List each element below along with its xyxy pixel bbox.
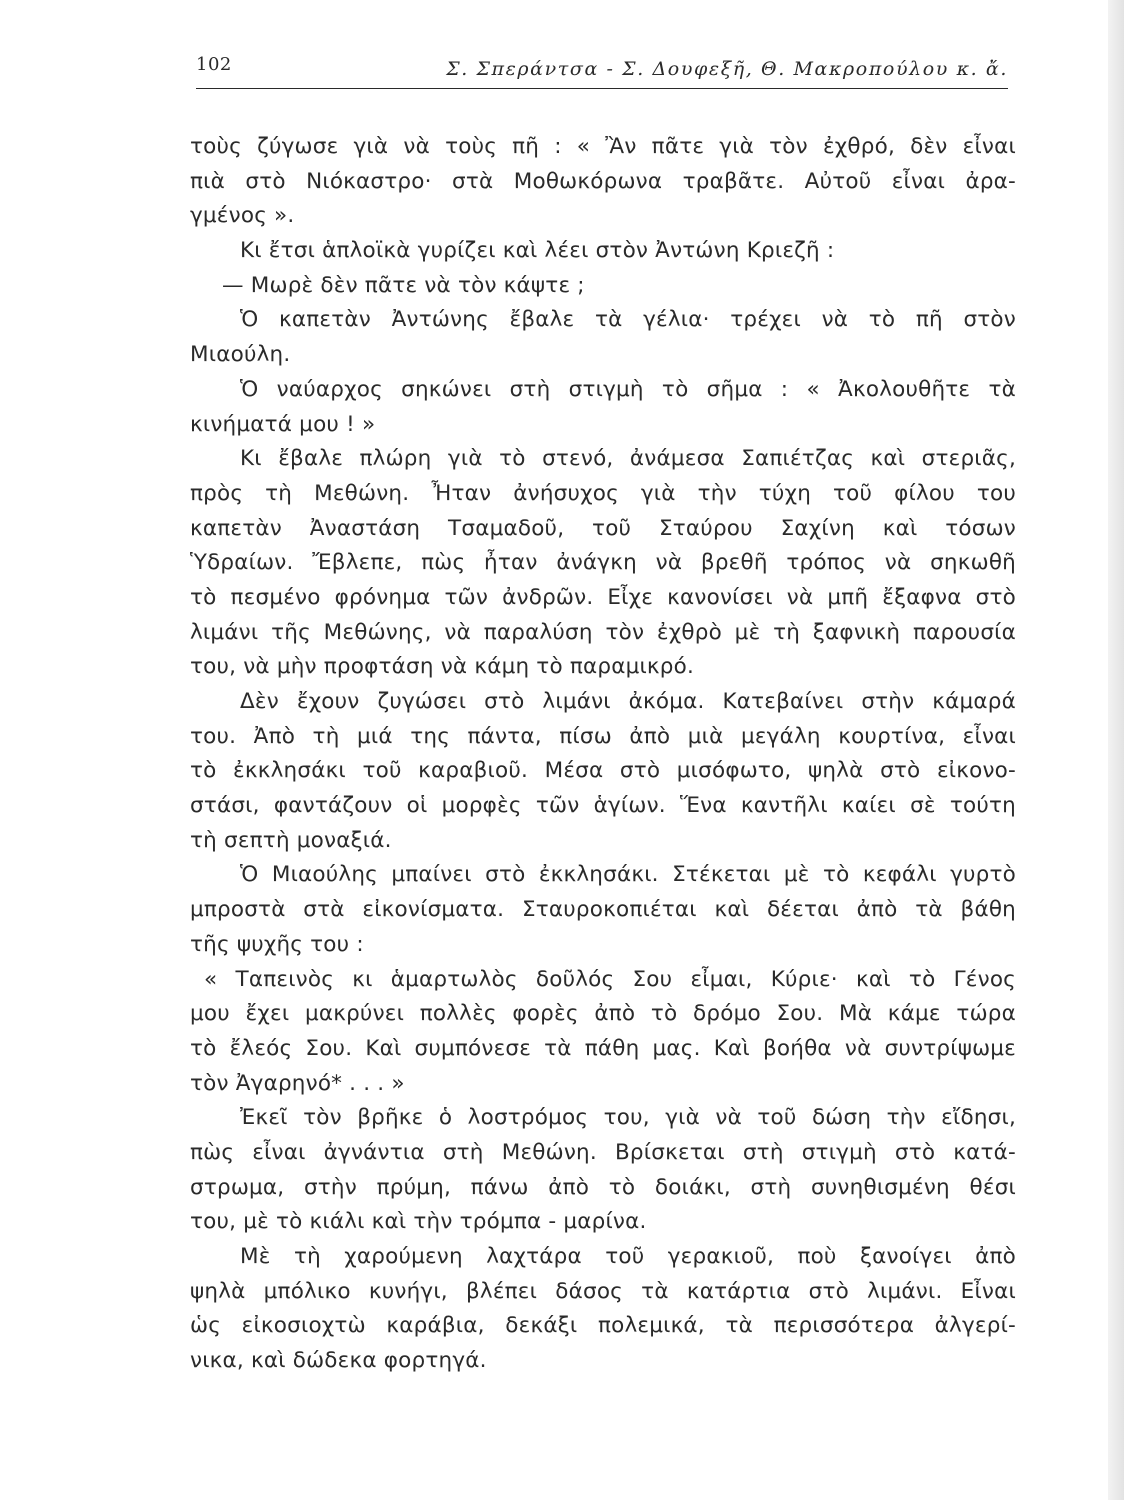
text-line: — Μωρὲ δὲν πᾶτε νὰ τὸν κάψτε ; [222,272,585,298]
body-text [190,130,1016,1379]
running-head: Σ. Σπεράντσα - Σ. Δουφεξῆ, Θ. Μακροπούλου κ. ἄ. [446,58,1008,80]
text-line: γμένος ». [190,203,295,229]
text-line: του. Ἀπὸ τὴ μιά της πάντα, πίσω ἀπὸ μιὰ μεγάλη κουρτίνα, εἶναι [190,723,1016,749]
page-number: 102 [196,54,232,75]
text-line: « Ταπεινὸς κι ἁμαρτωλὸς δοῦλός Σου εἶμαι, Κύριε· καὶ τὸ Γένος [204,966,1016,992]
scan-edge [1108,0,1124,1500]
text-line: μου ἔχει μακρύνει πολλὲς φορὲς ἀπὸ τὸ δρόμο Σου. Μὰ κάμε τώρα [190,1001,1016,1027]
text-line: του, νὰ μὴν προφτάση νὰ κάμη τὸ παραμικρό. [190,654,695,680]
text-line: μπροστὰ στὰ εἰκονίσματα. Σταυροκοπιέται καὶ δέεται ἀπὸ τὰ βάθη [190,897,1016,923]
text-line: πρὸς τὴ Μεθώνη. Ἦταν ἀνήσυχος γιὰ τὴν τύχη τοῦ φίλου του [190,480,1016,506]
text-line: τὸ πεσμένο φρόνημα τῶν ἀνδρῶν. Εἶχε κανονίσει νὰ μπῆ ἔξαφνα στὸ [190,584,1016,610]
text-line: Κι ἔτσι ἁπλοϊκὰ γυρίζει καὶ λέει στὸν Ἀντώνη Κριεζῆ : [240,238,835,264]
text-line: πιὰ στὸ Νιόκαστρο· στὰ Μοθωκόρωνα τραβᾶτε. Αὐτοῦ εἶναι ἀρα- [190,168,1016,194]
text-line: τὸν Ἀγαρηνό* . . . » [190,1070,405,1096]
text-line: Ἐκεῖ τὸν βρῆκε ὁ λοστρόμος του, γιὰ νὰ τοῦ δώση τὴν εἴδησι, [240,1105,1016,1131]
text-line: τῆς ψυχῆς του : [190,931,364,957]
text-line: Ὑδραίων. Ἔβλεπε, πὼς ἦταν ἀνάγκη νὰ βρεθῆ τρόπος νὰ σηκωθῆ [190,550,1016,576]
text-line: Δὲν ἔχουν ζυγώσει στὸ λιμάνι ἀκόμα. Κατεβαίνει στὴν κάμαρά [240,689,1016,714]
text-line: νικα, καὶ δώδεκα φορτηγά. [190,1348,487,1374]
text-line: ψηλὰ μπόλικο κυνήγι, βλέπει δάσος τὰ κατάρτια στὸ λιμάνι. Εἶναι [190,1278,1016,1304]
text-line: πὼς εἶναι ἀγνάντια στὴ Μεθώνη. Βρίσκεται στὴ στιγμὴ στὸ κατά- [190,1139,1016,1165]
text-line: Μὲ τὴ χαρούμενη λαχτάρα τοῦ γερακιοῦ, ποὺ ξανοίγει ἀπὸ [240,1244,1016,1269]
text-line: τοὺς ζύγωσε γιὰ νὰ τοὺς πῆ : « Ἂν πᾶτε γιὰ τὸν ἐχθρό, δὲν εἶναι [190,134,1016,159]
text-line: τὸ ἔλεός Σου. Καὶ συμπόνεσε τὰ πάθη μας. Καὶ βοήθα νὰ συντρίψωμε [190,1035,1016,1061]
text-line: στάσι, φαντάζουν οἱ μορφὲς τῶν ἁγίων. Ἕνα καντῆλι καίει σὲ τούτη [190,793,1016,819]
text-line: Ὁ ναύαρχος σηκώνει στὴ στιγμὴ τὸ σῆμα : « Ἀκολουθῆτε τὰ [240,376,1016,402]
text-line: Κι ἔβαλε πλώρη γιὰ τὸ στενό, ἀνάμεσα Σαπιέτζας καὶ στεριᾶς, [240,446,1016,472]
text-line: τὴ σεπτὴ μοναξιά. [190,827,392,853]
text-line: Ὁ καπετὰν Ἀντώνης ἔβαλε τὰ γέλια· τρέχει νὰ τὸ πῆ στὸν [240,307,1016,333]
text-line: λιμάνι τῆς Μεθώνης, νὰ παραλύση τὸν ἐχθρὸ μὲ τὴ ξαφνικὴ παρουσία [190,619,1016,645]
text-line: στρωμα, στὴν πρύμη, πάνω ἀπὸ τὸ δοιάκι, στὴ συνηθισμένη θέσι [190,1174,1016,1200]
text-line: τὸ ἐκκλησάκι τοῦ καραβιοῦ. Μέσα στὸ μισόφωτο, ψηλὰ στὸ εἰκονο- [190,758,1016,784]
text-line: Ὁ Μιαούλης μπαίνει στὸ ἐκκλησάκι. Στέκεται μὲ τὸ κεφάλι γυρτὸ [240,862,1016,888]
text-line: του, μὲ τὸ κιάλι καὶ τὴν τρόμπα - μαρίνα. [190,1209,647,1235]
text-line: καπετὰν Ἀναστάση Τσαμαδοῦ, τοῦ Σταύρου Σαχίνη καὶ τόσων [190,515,1016,541]
text-line: Μιαούλη. [190,342,291,368]
text-line: ὡς εἰκοσιοχτὼ καράβια, δεκάξι πολεμικά, τὰ περισσότερα ἀλγερί- [190,1313,1016,1339]
page-header [196,48,1008,89]
text-line: κινήματά μου ! » [190,411,376,437]
